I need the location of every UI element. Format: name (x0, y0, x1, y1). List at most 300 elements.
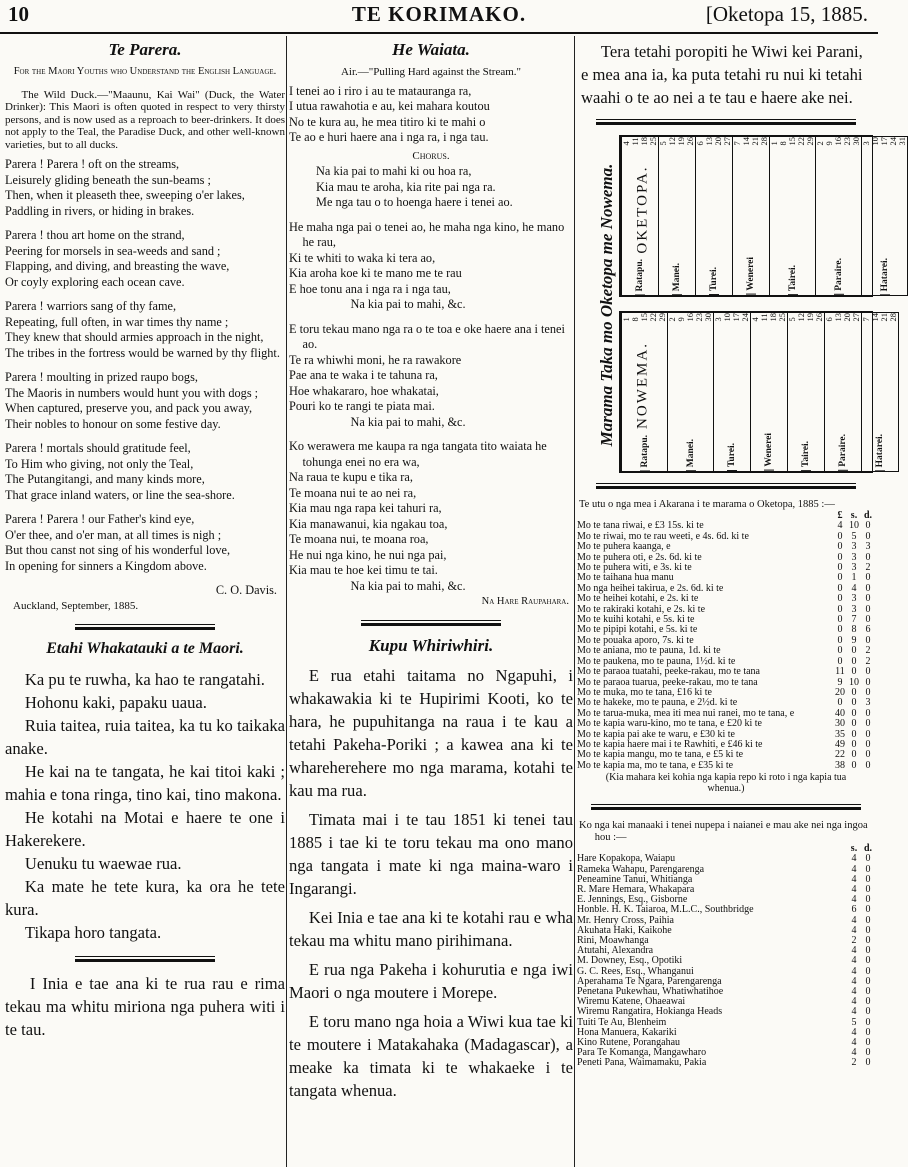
verse-line: Pae ana te waka i te tahuna ra, (289, 368, 438, 382)
divider (75, 956, 215, 962)
subscriber-shillings: 2 (851, 1057, 857, 1069)
price-pence: 0 (865, 666, 871, 678)
subscriber-name: Wiremu Katene, Ohaeawai (577, 996, 686, 1008)
calendar-day-name: Wenerei (764, 430, 774, 471)
price-item: Mo te pouaka aporo, 7s. ki te (577, 634, 694, 646)
poem-line: Or coyly exploring each ocean cave. (5, 274, 185, 289)
subscriber-name: Wiremu Rangatira, Hokianga Heads (577, 1006, 723, 1018)
price-item: Mo te taihana hua manu (577, 572, 674, 584)
price-pence: 0 (865, 520, 871, 532)
calendar-day-name: Wenerei (746, 254, 756, 295)
poem-line: But thou canst not sing of his wonderful love, (5, 543, 231, 557)
poem-line: To Him who giving, not only the Teal, (5, 456, 194, 471)
price-pence: 3 (865, 697, 871, 709)
song-signature: Na Hare Raupahara. (481, 596, 569, 607)
intro-paragraph: Tera tetahi poropiti he Wiwi kei Parani, e mea ana ia, ka puta tetahi ru nui ki tetahi waahi o te ao nei a te tau e haere ake nei. (581, 42, 863, 107)
chorus-line: Na kia pai to mahi ki ou hoa ra, (316, 164, 472, 178)
subscriber-pence: 0 (865, 934, 871, 946)
price-pence: 0 (865, 728, 871, 740)
news-paragraph: E rua etahi taitama no Ngapuhi, i whakawakia ki te Hupirimi Kooti, ko te hara, he pupuhitanga na raua i te kau a tetahi Pakeha-Poriki ; a kawea ana ki te wharehereherе mo nga marama, kotahi te kau ma rua. (289, 665, 573, 800)
newspaper-title: TE KORIMAKO. (351, 2, 527, 26)
chorus-line: Me nga tau o to hoenga haere i tenei ao. (316, 195, 513, 209)
price-pence: 0 (865, 686, 871, 698)
poem-line: In opening for sinners a Kingdom above. (5, 558, 207, 573)
subscriber-pence: 0 (865, 914, 871, 926)
price-item: Mo te paraoa tuarua, peeke-rakau, mo te tana (577, 676, 758, 688)
calendar-dates: 7 14 21 28 (732, 137, 769, 146)
calendar-day-column (696, 137, 733, 296)
subs-col-header: s. d. (850, 843, 873, 855)
calendar-title: Marama Taka mo Oketopa me Nowema. (597, 163, 616, 447)
subscriber-shillings: 4 (851, 894, 857, 906)
price-item: Mo te puhera oti, e 2s. 6d. ki te (577, 551, 702, 563)
price-shillings: 3 (851, 603, 857, 615)
price-pounds: 0 (837, 530, 843, 542)
price-pounds: 4 (837, 520, 843, 532)
poem-line: Leisurely gliding beneath the sun-beams ; (5, 172, 211, 187)
column-1 (5, 36, 285, 1167)
price-shillings: 10 (849, 520, 859, 532)
calendar-day-name: Turei. (727, 440, 737, 471)
calendar-dates: 6 13 20 27 (695, 137, 732, 146)
subscriber-shillings: 4 (851, 873, 857, 885)
poem-line: Parera ! moulting in prized raupo bogs, (5, 370, 198, 384)
verse-line: Ki te whiti to waka ki tera ao, (289, 250, 436, 265)
calendar-dates: 3 10 17 24 31 (861, 137, 907, 146)
subscriber-name: Kino Rutene, Porangahau (577, 1037, 681, 1049)
price-item: Mo te riwai, mo te rau weeti, e 4s. 6d. ki te (577, 530, 749, 542)
calendar-dates: 7 14 21 28 (861, 313, 898, 322)
price-pence: 0 (865, 759, 871, 771)
poem-line: Paddling in rivers, or hiding in brakes. (5, 203, 195, 218)
price-pence: 2 (865, 645, 871, 657)
poem-line: O'er thee, and o'er man, at all times is nigh ; (5, 527, 222, 542)
proverb: He kai na te tangata, he kai titoi kaki ; mahia e tona ringa, tino kai, tino makona. (5, 762, 285, 804)
price-item: Mo te kuihi kotahi, e 5s. ki te (577, 614, 695, 626)
price-pounds: 0 (837, 551, 843, 563)
price-shillings: 0 (851, 707, 857, 719)
price-pence: 2 (865, 562, 871, 574)
price-item: Mo te paukena, mo te pauna, 1½d. ki te (577, 655, 736, 667)
subscriber-pence: 0 (865, 904, 871, 916)
subscriber-pence: 0 (865, 1026, 871, 1038)
divider (596, 483, 856, 489)
price-item: Mo te kapia haere mai i te Rawhiti, e £46 ki te (577, 738, 763, 750)
subscriber-name: Tuiti Te Au, Blenheim (577, 1016, 667, 1028)
poem-line: Parera ! Parera ! our Father's kind eye, (5, 512, 195, 526)
subscriber-name: Hare Kopakopa, Waiapu (577, 853, 676, 865)
section-title: Te Parera. (108, 40, 182, 59)
subscriber-shillings: 4 (851, 924, 857, 936)
calendar-day-name: Ratapu. (635, 256, 645, 295)
poem-line: Peering for morsels in sea-weeds and sand ; (5, 243, 221, 258)
verse-line: Te ao e huri haere ana i nga ra, i nga tau. (289, 130, 489, 144)
price-pence: 0 (865, 718, 871, 730)
subscriber-name: Rini, Moawhanga (577, 934, 649, 946)
chorus (289, 164, 573, 211)
section-title: He Waiata. (392, 40, 470, 59)
verse-line: Kia mau nga rapa kei tahuri ra, (289, 501, 442, 515)
price-item: Mo te kapia pai ake te waru, e £30 ki te (577, 728, 735, 740)
price-row (577, 719, 875, 729)
price-shillings: 0 (851, 655, 857, 667)
verse-line: I utua rawahotia e au, kei mahara koutou (289, 99, 490, 113)
stanza (5, 299, 285, 361)
column-rule (574, 36, 575, 1167)
calendar-day-column (733, 137, 770, 296)
price-table (577, 521, 875, 771)
subscribers-title: Ko nga kai manaaki i tenei nupepa i naianei e mau ake nei nga ingoa hou :— (579, 820, 868, 844)
price-pence: 0 (865, 749, 871, 761)
verse (289, 439, 573, 594)
proverb: Ka pu te ruwha, ka hao te rangatahi. (24, 670, 265, 689)
calendar-day-name: Turei. (709, 264, 719, 295)
price-item: Mo te kapia ma, mo te tana, e £35 ki te (577, 759, 734, 771)
verse-line: Pouri ko te rangi te piata mai. (289, 399, 435, 413)
subscriber-shillings: 4 (851, 1006, 857, 1018)
price-pounds: 20 (835, 686, 845, 698)
poem-line: Their nobles to honour on some festive day. (5, 416, 221, 431)
section-title: Etahi Whakatauki a te Maori. (46, 640, 244, 657)
price-shillings: 3 (851, 593, 857, 605)
subscriber-shillings: 4 (851, 914, 857, 926)
price-item: Mo te tana riwai, e £3 15s. ki te (577, 520, 704, 532)
price-pounds: 0 (837, 541, 843, 553)
calendar-dates: 3 10 17 24 (713, 313, 750, 322)
subscribers-list (577, 854, 875, 1068)
price-pence: 0 (865, 707, 871, 719)
stanza (5, 157, 285, 219)
stanza (5, 370, 285, 432)
price-pounds: 9 (837, 676, 843, 688)
calendar (577, 135, 907, 475)
price-item: Mo te puhera witi, e 3s. ki te (577, 562, 692, 574)
subscriber-pence: 0 (865, 883, 871, 895)
price-pence: 0 (865, 738, 871, 750)
calendar-dates: 5 12 19 26 (787, 313, 824, 322)
price-pence: 0 (865, 634, 871, 646)
price-item: Mo te heihei kotahi, e 2s. ki te (577, 593, 699, 605)
calendar-day-column (659, 137, 696, 296)
subscriber-shillings: 4 (851, 1037, 857, 1049)
calendar-dates: 4 11 18 25 (750, 313, 787, 322)
subscriber-shillings: 4 (851, 883, 857, 895)
price-pounds: 0 (837, 572, 843, 584)
subscriber-pence: 0 (865, 853, 871, 865)
subscriber-name: Honble. H. K. Taiaroa, M.L.C., Southbridge (577, 904, 754, 916)
price-pence: 0 (865, 530, 871, 542)
verse-line: Te moana nui, te moana roa, (289, 532, 429, 546)
subscriber-shillings: 4 (851, 955, 857, 967)
divider (75, 624, 215, 630)
price-shillings: 7 (851, 614, 857, 626)
closing-paragraph: I Inia e tae ana ki te rua rau e rima tekau ma whitu miriona nga puhera witi i te tau. (5, 974, 285, 1039)
calendar-month-nowema (619, 311, 898, 473)
subscriber-pence: 0 (865, 1047, 871, 1059)
price-item: Mo te paraoa tuatahi, peeke-rakau, mo te tana (577, 666, 760, 678)
calendar-day-column (825, 313, 862, 472)
price-item: Mo te puhera kaanga, e (577, 541, 671, 553)
divider (591, 804, 861, 810)
subscriber-shillings: 4 (851, 1047, 857, 1059)
price-pounds: 0 (837, 624, 843, 636)
verse-line: Kia mau te hoe kei timu te tai. (289, 563, 438, 577)
subscriber-shillings: 6 (851, 904, 857, 916)
calendar-dates: 2 9 16 23 30 (815, 137, 861, 146)
subscriber-pence: 0 (865, 996, 871, 1008)
verse-line: Na kia pai to mahi, &c. (350, 414, 466, 429)
price-pence: 0 (865, 551, 871, 563)
verse-line: He maha nga pai o tenei ao, he maha nga kino, he mano he rau, (289, 219, 565, 249)
proverb: Ka mate he tete kura, ka ora he tete kura. (5, 877, 285, 919)
price-shillings: 0 (851, 749, 857, 761)
verse-line: E toru tekau mano nga ra o te toa e oke haere ana i tenei ao. (289, 321, 565, 351)
calendar-day-name: Tairei. (788, 262, 798, 295)
poem-author: C. O. Davis. (215, 583, 277, 597)
verse-line: Te moana nui te ao nei ra, (289, 485, 417, 500)
calendar-day-column (751, 313, 788, 472)
price-shillings: 0 (851, 759, 857, 771)
price-pounds: 49 (835, 738, 845, 750)
verse-line: Na kia pai to mahi, &c. (350, 578, 466, 593)
news-items (289, 664, 573, 1102)
verse (289, 322, 573, 431)
proverb: Ruia taitea, ruia taitea, ka tu ko taikaka anake. (5, 716, 285, 758)
subscriber-pence: 0 (865, 1016, 871, 1028)
news-paragraph: E toru mano nga hoia a Wiwi kua tae ki te moutere i Matakahaka (Madagascar), a meake ka timata ki te whakaeke i te tangata whenua. (289, 1011, 573, 1100)
subscriber-shillings: 5 (851, 1016, 857, 1028)
calendar-day-name: Manei. (672, 260, 682, 295)
price-pounds: 11 (835, 666, 845, 678)
price-shillings: 10 (849, 676, 859, 688)
place-date: Auckland, September, 1885. (13, 599, 139, 612)
subscriber-pence: 0 (865, 873, 871, 885)
proverb: Uenuku tu waewae rua. (24, 854, 182, 873)
price-col-header: £ s. d. (837, 510, 873, 521)
subscriber-pence: 0 (865, 945, 871, 957)
verse-line: Kia manawanui, kia ngakau toa, (289, 516, 448, 531)
price-pounds: 38 (835, 759, 845, 771)
price-pounds: 0 (837, 697, 843, 709)
subscriber-shillings: 4 (851, 853, 857, 865)
price-pence: 0 (865, 593, 871, 605)
subscriber-name: Para Te Komanga, Mangawharo (577, 1047, 707, 1059)
subscriber-shillings: 4 (851, 975, 857, 987)
stanza (5, 512, 285, 574)
calendar-day-column (668, 313, 714, 472)
news-paragraph: Timata mai i te tau 1851 ki tenei tau 1885 i tae ki te toru tekau ma ono mano nga tangata i mate ki nga maina-waro i Ingarangi. (289, 809, 573, 898)
poem-line: Parera ! warriors sang of thy fame, (5, 299, 177, 313)
prices-note: (Kia mahara kei kohia nga kapia repo ki roto i nga kapia tua whenua.) (605, 772, 847, 795)
subscriber-shillings: 2 (851, 934, 857, 946)
month-name: NOWEMA. (634, 342, 651, 429)
calendar-dates: 6 13 20 27 (824, 313, 861, 322)
calendar-dates: 1 8 15 22 29 (621, 313, 667, 322)
subscriber-pence: 0 (865, 965, 871, 977)
subscriber-name: E. Jennings, Esq., Gisborne (577, 894, 688, 906)
poem-line: The Putangitangi, and many kinds more, (5, 472, 205, 486)
proverb: Hohonu kaki, papaku uaua. (24, 693, 207, 712)
subscriber-pence: 0 (865, 863, 871, 875)
section-title: Kupu Whiriwhiri. (368, 635, 494, 655)
price-pounds: 0 (837, 603, 843, 615)
divider (596, 119, 856, 125)
price-pence: 0 (865, 603, 871, 615)
price-shillings: 0 (851, 645, 857, 657)
verse-line: Kia aroha koe ki te mano me te rau (289, 266, 462, 280)
subscriber-name: Rameka Wahapu, Parengarenga (577, 863, 705, 875)
verse-line: Hoe whakararo, hoe whakatai, (289, 383, 439, 398)
price-pounds: 35 (835, 728, 845, 740)
poem-line: Parera ! thou art home on the strand, (5, 228, 185, 242)
price-pence: 0 (865, 582, 871, 594)
verse (289, 84, 573, 146)
calendar-day-column (788, 313, 825, 472)
intro-paragraph: The Wild Duck.—"Maaunu, Kai Wai" (Duck, the Water Drinker): This Maori is often quoted in respect to very thirsty persons, and is now used as a reproach to beer-drinkers. It does not apply to the Teal, the Paradise Duck, and other well-known varieties, but to all ducks. (5, 88, 285, 151)
calendar-day-column (816, 137, 862, 296)
price-pounds: 0 (837, 645, 843, 657)
subscriber-pence: 0 (865, 1057, 871, 1069)
calendar-day-name: Hatarei. (875, 431, 885, 471)
stanza (5, 228, 285, 290)
price-pounds: 0 (837, 655, 843, 667)
stanza (5, 441, 285, 503)
subscriber-pence: 0 (865, 924, 871, 936)
subscriber-pence: 0 (865, 894, 871, 906)
verse-line: Ko werawera me kaupa ra nga tangata tito waiata he tohunga enei no era wa, (289, 439, 547, 469)
price-item: Mo te tarua-muka, mea iti mea nui ranei, mo te tana, e (577, 707, 795, 719)
poem-line: Repeating, full often, in war times thy name ; (5, 314, 229, 329)
calendar-day-column (770, 137, 816, 296)
proverbs-list (5, 668, 285, 944)
calendar-dates: 5 12 19 26 (658, 137, 695, 146)
prices-title: Te utu o nga mea i Akarana i te marama o Oketopa, 1885 :— (579, 499, 835, 510)
air-note: Air.—"Pulling Hard against the Stream." (340, 66, 522, 78)
price-item: Mo te kapia waru-kino, mo te tana, e £20 ki te (577, 718, 762, 730)
poem-line: Parera ! Parera ! oft on the streams, (5, 157, 180, 171)
price-shillings: 8 (851, 624, 857, 636)
calendar-day-name: Paraire. (834, 255, 844, 295)
page-header (0, 0, 878, 34)
price-pence: 0 (865, 572, 871, 584)
price-pounds: 0 (837, 634, 843, 646)
verse-line: Te ra whiwhi moni, he ra rawakore (289, 352, 462, 367)
price-shillings: 0 (851, 666, 857, 678)
subscriber-row (577, 1058, 875, 1068)
section-subtitle: For the Maori Youths who Understand the English Language. (13, 66, 277, 77)
price-shillings: 0 (851, 686, 857, 698)
calendar-day-column (714, 313, 751, 472)
calendar-day-name: Tairei. (801, 438, 811, 471)
price-item: Mo te muka, mo te tana, £16 ki te (577, 686, 712, 698)
verse-line: I tenei ao i riro i au te matauranga ra, (289, 83, 472, 98)
price-shillings: 3 (851, 562, 857, 574)
poem-line: That grace inland waters, or line the sea-shore. (5, 487, 235, 502)
subscriber-name: G. C. Rees, Esq., Whanganui (577, 965, 694, 977)
price-row (577, 761, 875, 771)
calendar-day-name: Ratapu. (640, 432, 650, 471)
proverb: He kotahi na Motai e haere te one i Hakerekere. (5, 808, 285, 850)
price-shillings: 1 (851, 572, 857, 584)
subscriber-pence: 0 (865, 955, 871, 967)
price-item: Mo te kapia mangu, mo te tana, e £5 ki te (577, 749, 744, 761)
price-shillings: 3 (851, 541, 857, 553)
price-pounds: 0 (837, 562, 843, 574)
price-pounds: 0 (837, 582, 843, 594)
price-pounds: 0 (837, 614, 843, 626)
poem-line: Flapping, and diving, and breasting the wave, (5, 259, 230, 273)
price-shillings: 5 (851, 530, 857, 542)
poem-line: The tribes in the fortress would be warned by thy flight. (5, 345, 280, 360)
price-pounds: 40 (835, 707, 845, 719)
subscriber-name: Akuhata Haki, Kaikohe (577, 924, 672, 936)
verse-line: He nui nga kino, he nui nga pai, (289, 547, 447, 562)
subscriber-pence: 0 (865, 1037, 871, 1049)
price-item: Mo te pipipi kotahi, e 5s. ki te (577, 624, 698, 636)
price-shillings: 0 (851, 718, 857, 730)
chorus-label: Chorus. (412, 149, 450, 162)
price-shillings: 0 (851, 697, 857, 709)
price-item: Mo te rakiraki kotahi, e 2s. ki te (577, 603, 706, 615)
price-shillings: 4 (851, 582, 857, 594)
calendar-day-column (862, 137, 908, 296)
calendar-dates: 2 9 16 23 30 (667, 313, 713, 322)
month-name: OKETOPA. (634, 165, 651, 254)
subscriber-name: M. Downey, Esq., Opotiki (577, 955, 683, 967)
price-pounds: 22 (835, 749, 845, 761)
price-row (577, 667, 875, 677)
news-paragraph: E rua nga Pakeha i kohurutia e nga iwi Maori o nga moutere i Morepe. (289, 959, 573, 1002)
poem (5, 157, 285, 574)
price-shillings: 0 (851, 738, 857, 750)
subscriber-name: R. Mare Hemara, Whakapara (577, 883, 695, 895)
price-pence: 2 (865, 655, 871, 667)
subscriber-name: Atutahi, Alexandra (577, 945, 654, 957)
verse-line: E hoe tonu ana i nga ra i nga tau, (289, 281, 451, 296)
chorus-line: Kia mau te aroha, kia rite pai nga ra. (316, 179, 496, 194)
proverb: Tikapa horo tangata. (24, 923, 162, 942)
poem-line: When captured, preserve you, and pack you away, (5, 401, 253, 415)
poem-line: Then, when it pleaseth thee, sweeping o'er lakes, (5, 188, 245, 202)
subscriber-name: Hona Manuera, Kakariki (577, 1026, 677, 1038)
subscriber-name: Aperahama Te Ngara, Parengarenga (577, 975, 722, 987)
subscriber-shillings: 4 (851, 996, 857, 1008)
column-3 (577, 36, 907, 1167)
divider (361, 620, 501, 626)
subscriber-name: Peneti Pana, Waimamaku, Pakia (577, 1057, 707, 1069)
price-pence: 3 (865, 541, 871, 553)
price-pence: 0 (865, 676, 871, 688)
calendar-day-column (862, 313, 899, 472)
calendar-dates: 1 8 15 22 29 (769, 137, 815, 146)
price-shillings: 9 (851, 634, 857, 646)
price-item: Mo te hakeke, mo te pauna, e 2½d. ki te (577, 697, 738, 709)
calendar-day-name: Hatarei. (880, 255, 890, 295)
calendar-month-oketopa (619, 135, 907, 297)
subscriber-pence: 0 (865, 1006, 871, 1018)
subscriber-shillings: 4 (851, 945, 857, 957)
subscriber-name: Mr. Henry Cross, Paihia (577, 914, 674, 926)
price-item: Mo te aniana, mo te pauna, 1d. ki te (577, 645, 721, 657)
verse-line: No te kura au, he mea titiro ki te mahi o (289, 114, 486, 129)
price-pence: 0 (865, 614, 871, 626)
subscriber-name: Peneamine Tanui, Whitianga (577, 873, 693, 885)
subscriber-shillings: 4 (851, 965, 857, 977)
subscriber-pence: 0 (865, 986, 871, 997)
column-rule (286, 36, 287, 1167)
subscriber-shillings: 4 (851, 986, 857, 997)
subscriber-shillings: 4 (851, 863, 857, 875)
